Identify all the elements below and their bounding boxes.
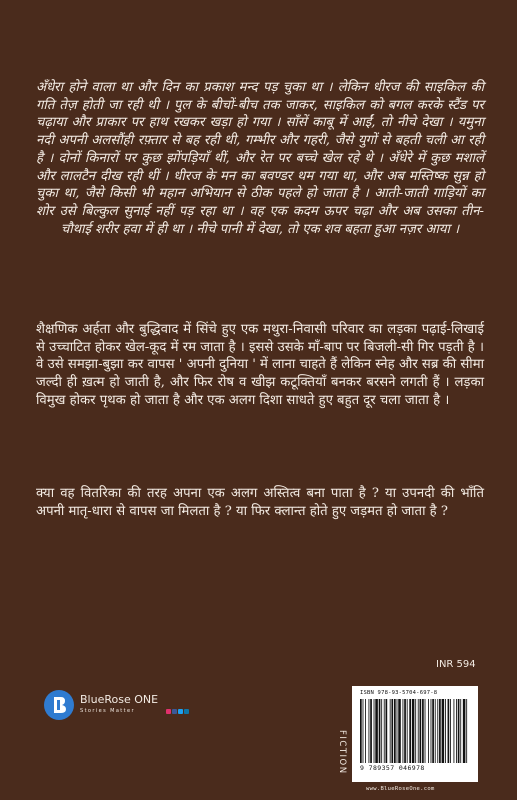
barcode-bar [435, 699, 436, 763]
price-label: INR 594 [436, 659, 476, 670]
barcode-bar [456, 699, 457, 763]
instagram-icon [166, 709, 171, 714]
barcode-bar [454, 699, 455, 763]
publisher-name: BlueRose ONE [80, 693, 159, 706]
publisher-block [44, 690, 206, 726]
facebook-icon [172, 709, 177, 714]
barcode-bar [384, 699, 385, 763]
barcode-bar [379, 699, 381, 763]
barcode-bar [398, 699, 401, 763]
barcode [360, 699, 470, 763]
barcode-box [352, 686, 478, 782]
website-url: www.BlueRoseOne.com [366, 786, 435, 792]
barcode-bar [407, 699, 408, 763]
excerpt-paragraph: अँधेरा होने वाला था और दिन का प्रकाश मन्द पड़ चुका था । लेकिन धीरज की साइकिल की गति तेज़ होती जा रही थी । पुल के बीचों-बीच तक जाकर, साइकिल को बगल करके स्टैंड पर चढ़ाया और प्राकार पर हाथ रखकर खड़ा हो गया । साँसें काबू में आईं, तो नीचे देखा । यमुना नदी अपनी अलसौंही रफ़्तार से बह रही थी, गम्भीर और गहरी, जैसे युगों से बहती चली आ रही है । दोनों किनारों पर कुछ झोंपड़ियाँ थीं, और रेत पर बच्चे खेल रहे थे । अँधेरे में कुछ मशालें और लालटैन दीख रही थीं । धीरज के मन का बवण्डर थम गया था, और अब मस्तिष्क सुन्न हो चुका था, जैसे किसी भी महान अभियान से ठीक पहले हो जाता है । आती-जाती गाड़ियों का शोर उसे बिल्कुल सुनाई नहीं पड़ रहा था । वह एक कदम ऊपर चढ़ा और अब उसका तीन-चौथाई शरीर हवा में ही था । नीचे पानी में देखा, तो एक शव बहता हुआ नज़र आया । [36, 80, 484, 237]
barcode-bar [450, 699, 451, 763]
barcode-bar [360, 699, 362, 763]
barcode-bar [466, 699, 467, 763]
barcode-bar [442, 699, 445, 763]
barcode-bar [448, 699, 450, 763]
synopsis-paragraph: शैक्षणिक अर्हता और बुद्धिवाद में सिंचे हुए एक मथुरा-निवासी परिवार का लड़का पढ़ाई-लिखाई से उच्चाटित होकर खेल-कूद में रम जाता है । इससे उसके माँ-बाप पर बिजली-सी गिर पड़ती है । वे उसे समझा-बुझा कर वापस ' अपनी दुनिया ' में लाना चाहते हैं लेकिन स्नेह और सब्र की सीमा जल्दी ही ख़त्म हो जाती है, और फिर रोष व खीझ कटूक्तियाँ बनकर बरसने लगती हैं । लड़का विमुख होकर पृथक हो जाता है और एक अलग दिशा साधते हुए बहुत दूर चला जाता है । [36, 322, 484, 408]
barcode-bar [386, 699, 388, 763]
barcode-bar [397, 699, 398, 763]
publisher-tagline: Stories Matter [80, 708, 135, 714]
barcode-bar [437, 699, 438, 763]
barcode-bar [365, 699, 366, 763]
barcode-bar [403, 699, 404, 763]
barcode-bar [422, 699, 424, 763]
barcode-bar [463, 699, 466, 763]
barcode-bar [374, 699, 375, 763]
barcode-bar [391, 699, 393, 763]
barcode-bar [375, 699, 378, 763]
question-paragraph: क्या वह वितरिका की तरह अपना एक अलग अस्तित्व बना पाता है ? या उपनदी की भाँति अपनी मातृ-धारा से वापस जा मिलता है ? या फिर क्लान्त होते हुए जड़मत हो जाता है ? [36, 486, 484, 519]
social-icons [166, 709, 189, 714]
barcode-bar [381, 699, 382, 763]
barcode-bar [394, 699, 396, 763]
genre-label: FICTION [337, 730, 347, 775]
barcode-digits: 9 789357 046978 [360, 764, 425, 772]
barcode-bar [428, 699, 429, 763]
twitter-icon [178, 709, 183, 714]
barcode-bar [425, 699, 426, 763]
barcode-bar [412, 699, 415, 763]
barcode-bar [369, 699, 370, 763]
barcode-bar [420, 699, 422, 763]
barcode-bar [439, 699, 441, 763]
barcode-bar [458, 699, 460, 763]
barcode-bar [409, 699, 411, 763]
barcode-bar [431, 699, 432, 763]
isbn-label: ISBN 978-93-5704-697-8 [360, 690, 438, 696]
bluerose-logo-icon [44, 690, 74, 720]
linkedin-icon [184, 709, 189, 714]
barcode-bar [432, 699, 434, 763]
barcode-bar [370, 699, 372, 763]
barcode-bar [418, 699, 419, 763]
barcode-bar [460, 699, 461, 763]
barcode-bar [363, 699, 364, 763]
barcode-bar [415, 699, 416, 763]
barcode-bar [404, 699, 406, 763]
barcode-bar [445, 699, 446, 763]
barcode-bar [390, 699, 391, 763]
